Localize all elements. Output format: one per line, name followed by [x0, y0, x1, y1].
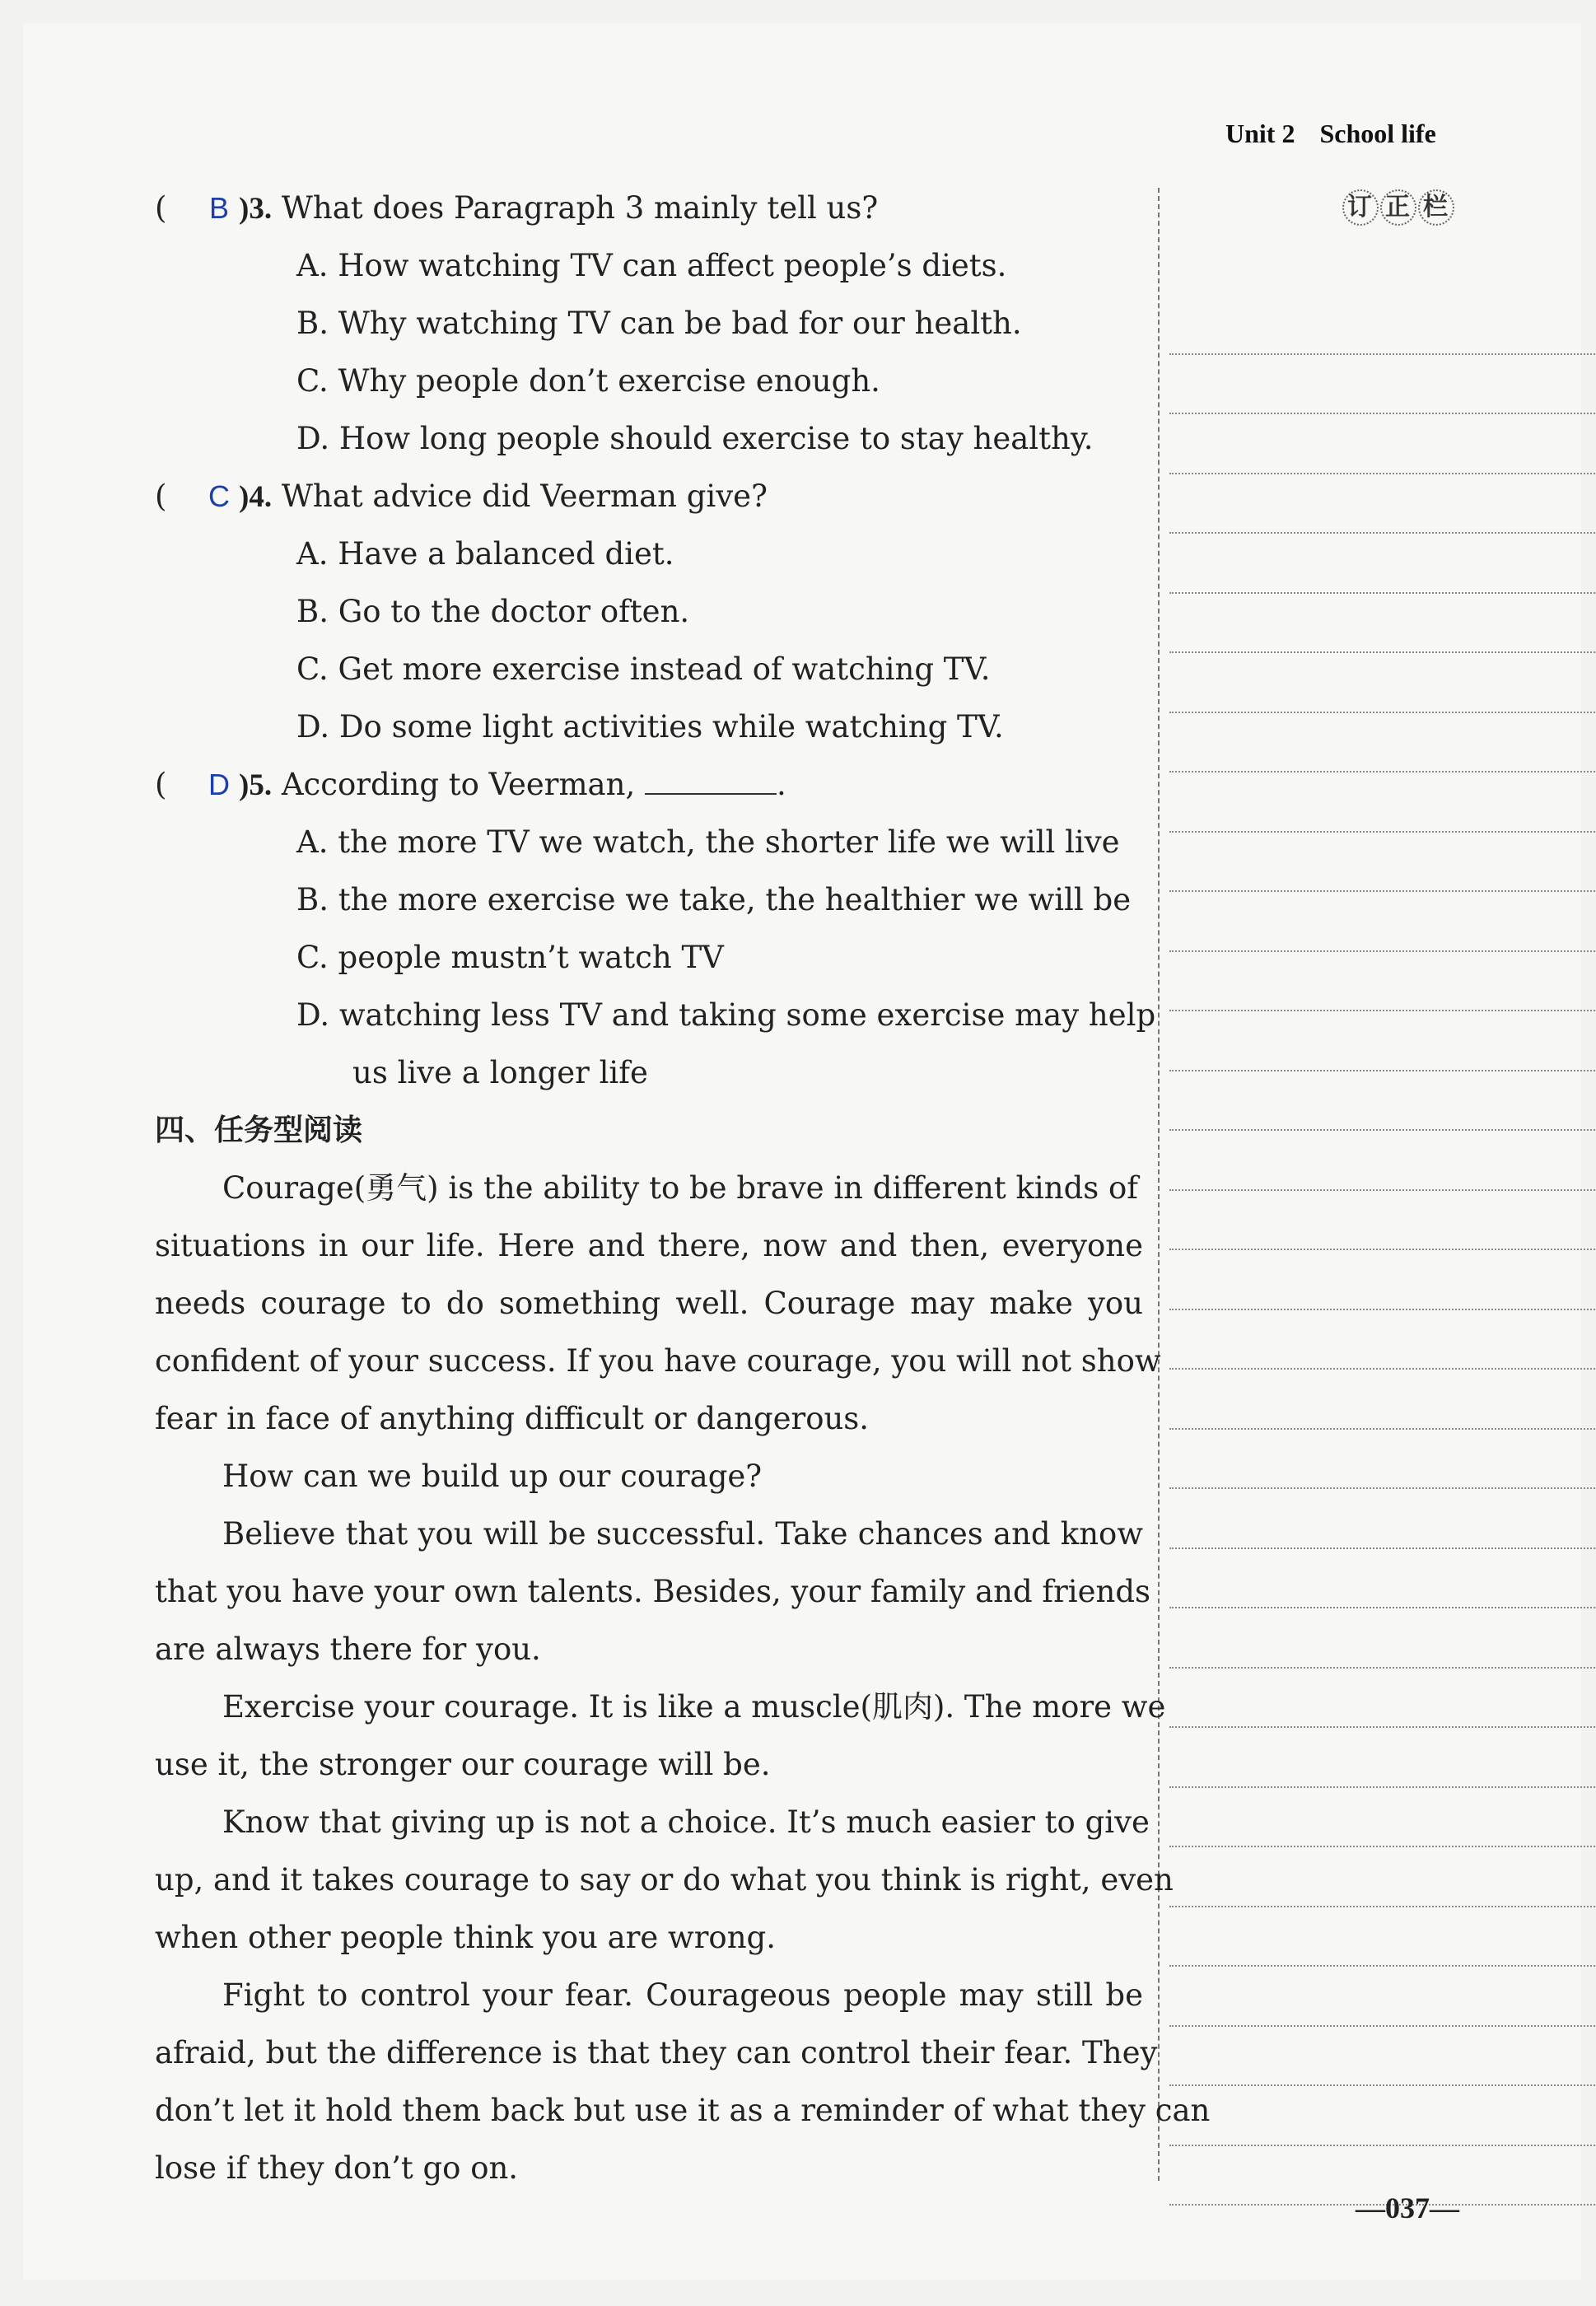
open-paren: (	[155, 478, 167, 514]
passage-line: confident of your success. If you have courage, you will not show	[155, 1343, 1161, 1379]
question-stem: What advice did Veerman give?	[272, 478, 768, 514]
question-number: )3.	[239, 192, 273, 226]
answer-5[interactable]: D	[208, 768, 230, 801]
writing-line[interactable]	[1169, 1608, 1596, 1669]
writing-line[interactable]	[1169, 1250, 1596, 1310]
writing-line[interactable]	[1169, 1011, 1596, 1071]
writing-line[interactable]	[1169, 1131, 1596, 1191]
worksheet-page	[23, 23, 1581, 2280]
main-content	[155, 180, 1211, 2197]
passage-line: up, and it takes courage to say or do what you think is right, even	[155, 1862, 1174, 1898]
correction-writing-lines	[1169, 295, 1596, 2206]
question-5	[155, 756, 1143, 814]
passage-line: that you have your own talents. Besides, your family and friends	[155, 1574, 1151, 1609]
unit-label: Unit 2	[1225, 119, 1295, 148]
writing-line[interactable]	[1169, 1370, 1596, 1430]
writing-line[interactable]	[1169, 773, 1596, 833]
option-3b[interactable]: B. Why watching TV can be bad for our health.	[296, 306, 1022, 341]
question-number: )4.	[239, 480, 273, 514]
option-5a[interactable]: A. the more TV we watch, the shorter life we will live	[296, 824, 1120, 860]
correction-column-label	[1342, 189, 1456, 226]
correction-char-3: 栏	[1418, 189, 1454, 226]
writing-line[interactable]	[1169, 1788, 1596, 1848]
passage-line: How can we build up our courage?	[222, 1459, 763, 1494]
page-number: —037—	[1356, 2192, 1459, 2224]
answer-4[interactable]: C	[208, 479, 230, 513]
writing-line[interactable]	[1169, 1549, 1596, 1609]
passage-line: don’t let it hold them back but use it as a reminder of what they can	[155, 2093, 1211, 2128]
writing-line[interactable]	[1169, 833, 1596, 893]
correction-char-1: 订	[1342, 189, 1379, 226]
writing-line[interactable]	[1169, 594, 1596, 654]
option-5c[interactable]: C. people mustn’t watch TV	[296, 940, 724, 975]
passage-line: are always there for you.	[155, 1631, 541, 1667]
question-number: )5.	[239, 768, 273, 802]
writing-line[interactable]	[1169, 1728, 1596, 1788]
writing-line[interactable]	[1169, 534, 1596, 594]
passage-line: Believe that you will be successful. Take chances and know	[222, 1516, 1143, 1552]
passage-line: Fight to control your fear. Courageous people may still be	[222, 1977, 1143, 2013]
open-paren: (	[155, 190, 167, 226]
writing-line[interactable]	[1169, 1669, 1596, 1729]
option-3a[interactable]: A. How watching TV can affect people’s diets.	[296, 248, 1007, 283]
option-4d[interactable]: D. Do some light activities while watching TV.	[296, 709, 1004, 745]
question-3	[155, 180, 1143, 237]
open-paren: (	[155, 767, 167, 802]
option-4c[interactable]: C. Get more exercise instead of watching TV.	[296, 651, 991, 687]
passage-line: when other people think you are wrong.	[155, 1920, 776, 1955]
unit-title: School life	[1319, 119, 1436, 148]
passage	[155, 1160, 1211, 2197]
writing-line[interactable]	[1169, 1847, 1596, 1907]
writing-line[interactable]	[1169, 1430, 1596, 1490]
writing-line[interactable]	[1169, 892, 1596, 952]
writing-line[interactable]	[1169, 1191, 1596, 1251]
question-stem: What does Paragraph 3 mainly tell us?	[272, 190, 879, 226]
passage-line: use it, the stronger our courage will be.	[155, 1747, 771, 1782]
writing-line[interactable]	[1169, 474, 1596, 534]
correction-char-2: 正	[1380, 189, 1416, 226]
answer-3[interactable]: B	[208, 191, 229, 225]
option-4a[interactable]: A. Have a balanced diet.	[296, 536, 674, 572]
writing-line[interactable]	[1169, 713, 1596, 773]
writing-line[interactable]	[1169, 295, 1596, 355]
passage-line: situations in our life. Here and there, now and then, everyone	[155, 1228, 1143, 1263]
option-3d[interactable]: D. How long people should exercise to stay healthy.	[296, 421, 1094, 456]
option-3c[interactable]: C. Why people don’t exercise enough.	[296, 363, 880, 399]
passage-line: Know that giving up is not a choice. It’s much easier to give	[222, 1804, 1150, 1840]
question-stem: According to Veerman,	[272, 767, 636, 802]
writing-line[interactable]	[1169, 1907, 1596, 1968]
writing-line[interactable]	[1169, 355, 1596, 415]
passage-line: Courage(勇气) is the ability to be brave in different kinds of	[222, 1170, 1138, 1206]
passage-line: afraid, but the difference is that they can control their fear. They	[155, 2035, 1158, 2070]
option-5d-continuation: us live a longer life	[352, 1055, 648, 1090]
writing-line[interactable]	[1169, 2086, 1596, 2146]
writing-line[interactable]	[1169, 1310, 1596, 1370]
writing-line[interactable]	[1169, 2027, 1596, 2087]
passage-line: fear in face of anything difficult or dangerous.	[155, 1401, 870, 1436]
section-title: 四、任务型阅读	[155, 1113, 363, 1147]
writing-line[interactable]	[1169, 653, 1596, 713]
option-4b[interactable]: B. Go to the doctor often.	[296, 594, 690, 629]
writing-line[interactable]	[1169, 952, 1596, 1012]
writing-line[interactable]	[1169, 1967, 1596, 2027]
writing-line[interactable]	[1169, 1489, 1596, 1549]
stem-end: .	[776, 767, 786, 802]
writing-line[interactable]	[1169, 414, 1596, 474]
option-5d[interactable]: D. watching less TV and taking some exercise may help	[296, 997, 1156, 1033]
writing-line[interactable]	[1169, 1071, 1596, 1132]
option-5b[interactable]: B. the more exercise we take, the healthier we will be	[296, 882, 1132, 917]
unit-header	[1225, 119, 1436, 149]
fill-blank[interactable]	[645, 767, 777, 795]
passage-line: needs courage to do something well. Courage may make you	[155, 1286, 1143, 1321]
passage-line: Exercise your courage. It is like a muscle(肌肉). The more we	[222, 1689, 1166, 1725]
passage-line: lose if they don’t go on.	[155, 2150, 519, 2186]
question-4	[155, 468, 1143, 525]
